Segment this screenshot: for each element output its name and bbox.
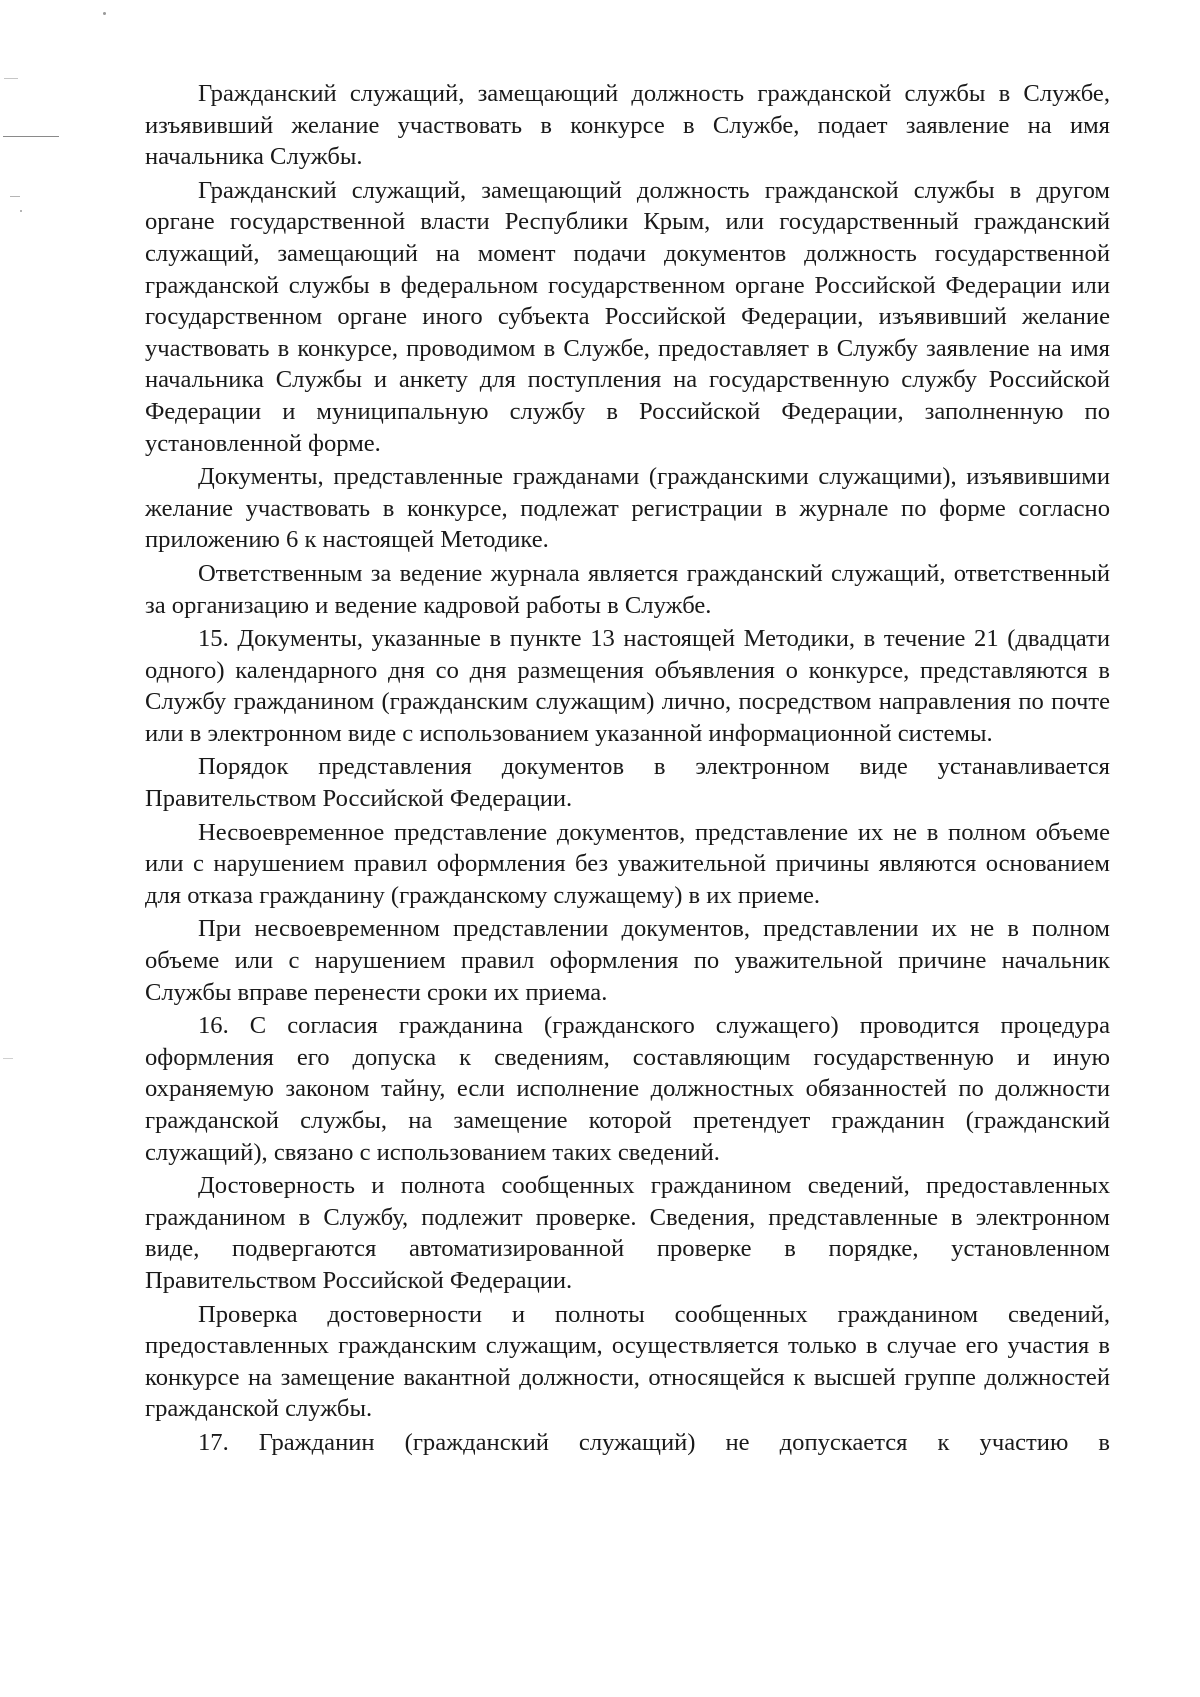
paragraph: Документы, представленные гражданами (гражданскими служащими), изъявившими желание участвовать в конкурсе, подлежат регистрации в журнале по форме согласно приложению 6 к настоящей Методике. xyxy=(145,463,1110,554)
paragraph: Гражданский служащий, замещающий должность гражданской службы в другом органе государственной власти Республики Крым, или государственный гражданский служащий, замещающий на момент подачи документов должность государственной гражданской службы в федеральном государственном органе Российской Федерации или государственном органе иного субъекта Российской Федерации, изъявивший желание участвовать в конкурсе, проводимом в Службе, предоставляет в Службу заявление на имя начальника Службы и анкету для поступления на государственную службу Российской Федерации и муниципальную службу в Российской Федерации, заполненную по установленной форме. xyxy=(145,176,1110,457)
paragraph-section-16: 16. С согласия гражданина (гражданского служащего) проводится процедура оформления его допуска к сведениям, составляющим государственную и иную охраняемую законом тайну, если исполнение должностных обязанностей по должности гражданской службы, на замещение которой претендует гражданин (гражданский служащий), связано с использованием таких сведений. xyxy=(145,1012,1110,1166)
scan-binding-mark xyxy=(3,136,59,137)
paragraph: Ответственным за ведение журнала является гражданский служащий, ответственный за организацию и ведение кадровой работы в Службе. xyxy=(145,559,1110,619)
paragraph: Несвоевременное представление документов, представление их не в полном объеме или с нарушением правил оформления без уважительной причины являются основанием для отказа гражданину (гражданскому служащему) в их приеме. xyxy=(145,818,1110,909)
scan-speck xyxy=(103,12,106,15)
scan-speck xyxy=(3,1058,13,1059)
scan-speck xyxy=(20,210,22,212)
paragraph-section-17: 17. Гражданин (гражданский служащий) не допускается к участию в xyxy=(198,1428,1110,1456)
document-body xyxy=(145,78,1110,1459)
scan-speck xyxy=(10,196,20,197)
paragraph: Достоверность и полнота сообщенных гражданином сведений, предоставленных гражданином в Службу, подлежит проверке. Сведения, представленные в электронном виде, подвергаются автоматизированной проверке в порядке, установленном Правительством Российской Федерации. xyxy=(145,1172,1110,1294)
scan-speck xyxy=(4,78,18,79)
paragraph: При несвоевременном представлении документов, представлении их не в полном объеме или с нарушением правил оформления по уважительной причине начальник Службы вправе перенести сроки их приема. xyxy=(145,915,1110,1006)
paragraph: Порядок представления документов в электронном виде устанавливается Правительством Российской Федерации. xyxy=(145,753,1110,813)
paragraph: Проверка достоверности и полноты сообщенных гражданином сведений, предоставленных гражданским служащим, осуществляется только в случае его участия в конкурсе на замещение вакантной должности, относящейся к высшей группе должностей гражданской службы. xyxy=(145,1300,1110,1423)
paragraph-section-15: 15. Документы, указанные в пункте 13 настоящей Методики, в течение 21 (двадцати одного) календарного дня со дня размещения объявления о конкурсе, представляются в Службу гражданином (гражданским служащим) лично, посредством направления по почте или в электронном виде с использованием указанной информационной системы. xyxy=(145,625,1110,747)
paragraph: Гражданский служащий, замещающий должность гражданской службы в Службе, изъявивший желание участвовать в конкурсе в Службе, подает заявление на имя начальника Службы. xyxy=(145,80,1110,171)
